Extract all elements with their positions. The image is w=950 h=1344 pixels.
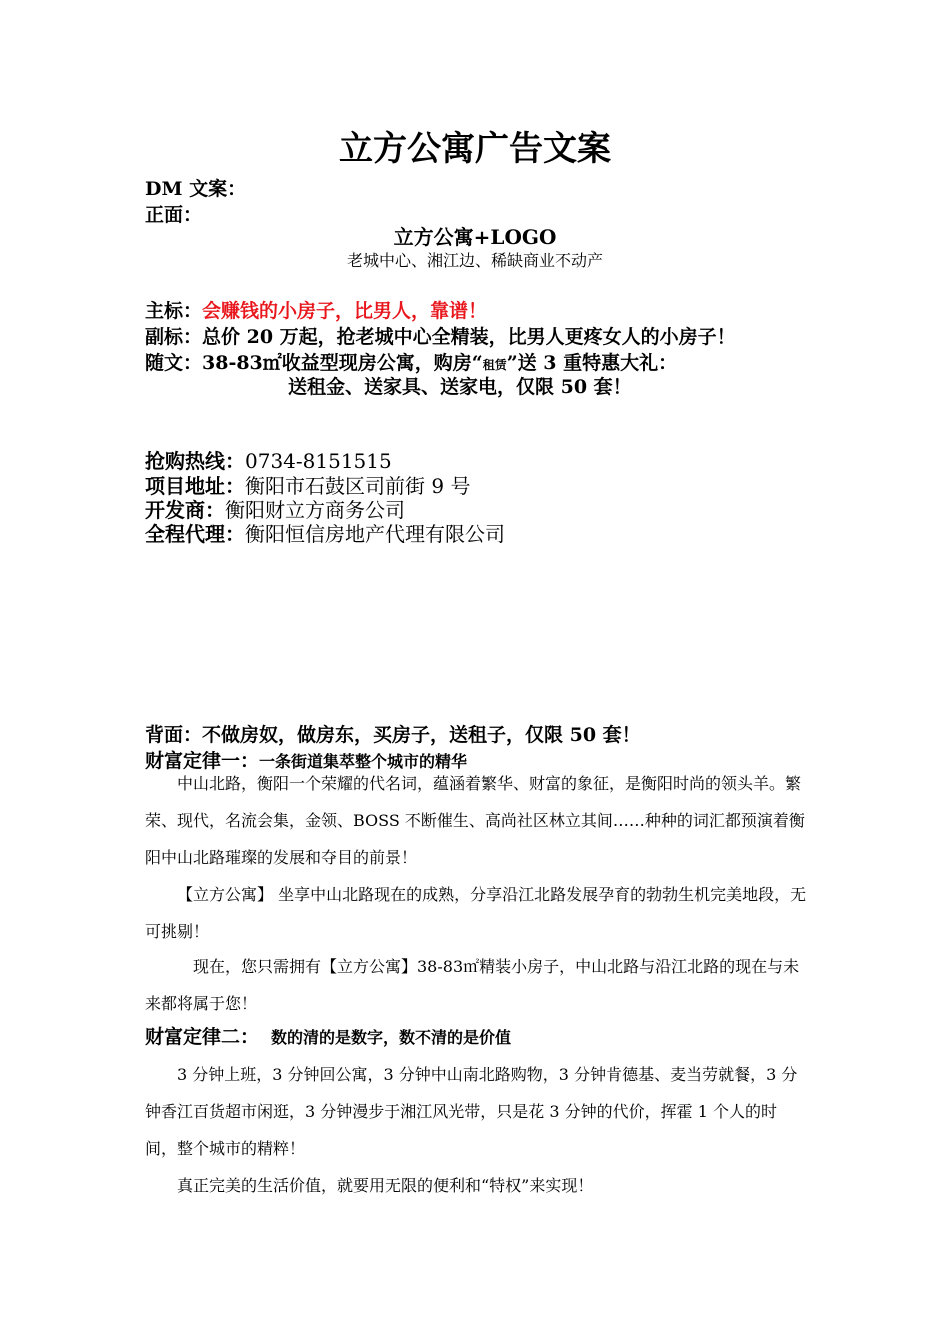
tagline: 老城中心、湘江边、稀缺商业不动产 [346,251,603,270]
contact-label: 开发商： [145,498,225,522]
page-title: 立方公寓广告文案 [339,129,611,169]
law2-label: 财富定律二： [145,1026,260,1048]
body-copy-label: 随文： [145,352,203,374]
body-copy-text-after: ”送 3 重特惠大礼： [506,352,678,374]
contact-label: 全程代理： [145,522,245,546]
contact-agent [145,522,505,546]
contact-label: 抢购热线： [145,449,245,473]
contact-value: 衡阳恒信房地产代理有限公司 [245,522,505,546]
back-heading: 背面：不做房奴，做房东，买房子，送租子，仅限 50 套！ [145,724,641,746]
contact-label: 项目地址： [145,474,245,498]
dm-label: DM 文案： [145,178,247,200]
subheadline-text: 总价 20 万起，抢老城中心全精装，比男人更疼女人的小房子！ [202,326,736,348]
front-label: 正面： [145,204,203,226]
headline-label: 主标： [145,300,203,322]
law1-paragraph-1: 中山北路，衡阳一个荣耀的代名词，蕴涵着繁华、财富的象征，是衡阳时尚的领头羊。繁荣、现代，名流会集，金领、BOSS 不断催生、高尚社区林立其间……种种的词汇都预演着衡阳中山北路璀璨的发展和夺目的前景！ [145,774,805,867]
law1-paragraph-2: 【立方公寓】 坐享中山北路现在的成熟，分享沿江北路发展孕育的勃勃生机完美地段，无可挑剔！ [145,885,807,941]
law2-paragraph-2: 真正完美的生活价值，就要用无限的便利和“特权”来实现！ [177,1176,594,1195]
body-copy-line2: 送租金、送家具、送家电，仅限 50 套！ [288,376,632,398]
subheadline [145,324,736,350]
headline [145,298,487,324]
brand-line: 立方公寓+LOGO [393,225,557,249]
law1-subtitle: 一条街道集萃整个城市的精华 [259,752,468,771]
contact-hotline [145,449,392,473]
contact-value: 0734-8151515 [245,449,392,473]
contact-value: 衡阳市石鼓区司前街 9 号 [245,474,471,498]
contact-address [145,474,470,498]
contact-developer [145,498,405,522]
headline-text: 会赚钱的小房子，比男人，靠谱！ [202,300,488,322]
law1-label: 财富定律一： [145,750,260,772]
contact-value: 衡阳财立方商务公司 [225,498,405,522]
law2-subtitle: 数的清的是数字，数不清的是价值 [271,1028,512,1047]
body-copy-text: 38-83㎡收益型现房公寓，购房“ [202,352,483,374]
law1-paragraph-3: 现在，您只需拥有【立方公寓】38-83㎡精装小房子，中山北路与沿江北路的现在与未来都将属于您！ [145,957,800,1013]
subheadline-label: 副标： [145,326,203,348]
law2-heading [145,1024,511,1050]
body-copy-small: 租赁 [482,358,507,372]
law2-paragraph-1: 3 分钟上班，3 分钟回公寓，3 分钟中山南北路购物，3 分钟肯德基、麦当劳就餐，3 分钟香江百货超市闲逛，3 分钟漫步于湘江风光带，只是花 3 分钟的代价，挥霍 1 个人的时间，整个城市的精粹！ [145,1065,798,1158]
